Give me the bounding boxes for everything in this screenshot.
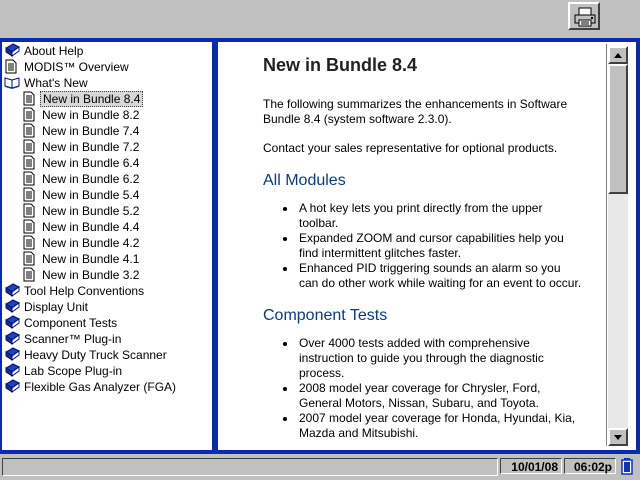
nav-item-new-in-bundle-5-2[interactable]	[22, 203, 141, 219]
book-icon	[4, 331, 22, 347]
nav-item-label: New in Bundle 4.4	[42, 220, 140, 234]
nav-item-about-help[interactable]	[4, 43, 85, 59]
scroll-up-button[interactable]	[608, 46, 628, 64]
nav-item-label: New in Bundle 5.2	[42, 204, 140, 218]
page-icon	[22, 107, 40, 123]
nav-item-scanner-plug-in[interactable]	[4, 331, 123, 347]
top-toolbar	[0, 0, 640, 38]
nav-item-label: New in Bundle 4.2	[42, 236, 140, 250]
nav-item-label: About Help	[24, 44, 84, 58]
contact-paragraph: Contact your sales representative for optional products.	[263, 141, 558, 155]
nav-item-label: Scanner™ Plug-in	[24, 332, 122, 346]
page-icon	[22, 235, 40, 251]
book-icon	[4, 315, 22, 331]
status-date: 10/01/08	[500, 458, 562, 474]
nav-item-label: New in Bundle 3.2	[42, 268, 140, 282]
book-icon	[4, 43, 22, 59]
bullet-list	[263, 336, 583, 441]
nav-item-label: Display Unit	[24, 300, 89, 314]
print-button[interactable]	[568, 2, 600, 30]
nav-item-new-in-bundle-6-2[interactable]	[22, 171, 141, 187]
nav-item-label: New in Bundle 7.2	[42, 140, 140, 154]
nav-item-label: New in Bundle 8.4	[40, 91, 143, 107]
nav-item-what-s-new[interactable]	[4, 75, 90, 91]
nav-item-lab-scope-plug-in[interactable]	[4, 363, 124, 379]
bullet-item: Over 4000 tests added with comprehensive instruction to guide you through the diagnostic process.	[263, 336, 583, 381]
nav-item-label: New in Bundle 8.2	[42, 108, 140, 122]
vertical-scrollbar[interactable]	[608, 46, 628, 446]
nav-item-display-unit[interactable]	[4, 299, 90, 315]
page-icon	[22, 251, 40, 267]
page-icon	[22, 123, 40, 139]
arrow-down-icon	[610, 430, 626, 444]
section-heading: All Modules	[263, 172, 346, 189]
nav-item-new-in-bundle-4-1[interactable]	[22, 251, 141, 267]
bullet-item: 2008 model year coverage for Chrysler, Ford, General Motors, Nissan, Subaru, and Toyota.	[263, 381, 583, 411]
nav-item-new-in-bundle-7-4[interactable]	[22, 123, 141, 139]
nav-item-modis-overview[interactable]	[4, 59, 131, 75]
bullet-item: Enhanced PID triggering sounds an alarm so you can do other work while waiting for an event to occur.	[263, 261, 583, 291]
printer-icon	[574, 7, 596, 27]
page-icon	[22, 219, 40, 235]
book-icon	[4, 347, 22, 363]
section-heading: Component Tests	[263, 307, 388, 324]
page-icon	[22, 267, 40, 283]
nav-item-new-in-bundle-8-4[interactable]	[22, 91, 143, 107]
nav-item-label: What's New	[24, 76, 88, 90]
nav-item-new-in-bundle-3-2[interactable]	[22, 267, 141, 283]
bullet-list	[263, 201, 583, 291]
status-message-area	[2, 458, 498, 476]
nav-item-label: Flexible Gas Analyzer (FGA)	[24, 380, 177, 394]
open-book-icon	[4, 75, 22, 91]
help-content-pane	[218, 42, 636, 450]
nav-item-label: MODIS™ Overview	[24, 60, 129, 74]
intro-paragraph: The following summarizes the enhancements in Software Bundle 8.4 (system software 2.3.0).	[263, 97, 568, 126]
page-icon	[4, 59, 22, 75]
scroll-down-button[interactable]	[608, 428, 628, 446]
scroll-thumb[interactable]	[608, 64, 628, 194]
nav-item-flexible-gas-analyzer-fga[interactable]	[4, 379, 178, 395]
book-icon	[4, 379, 22, 395]
nav-item-label: New in Bundle 5.4	[42, 188, 140, 202]
nav-item-new-in-bundle-7-2[interactable]	[22, 139, 141, 155]
battery-icon[interactable]	[620, 457, 634, 475]
scroll-track[interactable]	[608, 64, 628, 428]
nav-item-label: Component Tests	[24, 316, 118, 330]
nav-item-new-in-bundle-6-4[interactable]	[22, 155, 141, 171]
nav-item-new-in-bundle-4-2[interactable]	[22, 235, 141, 251]
nav-item-label: New in Bundle 6.4	[42, 156, 140, 170]
book-icon	[4, 283, 22, 299]
bullet-item: A hot key lets you print directly from the upper toolbar.	[263, 201, 583, 231]
nav-item-component-tests[interactable]	[4, 315, 119, 331]
nav-item-label: New in Bundle 4.1	[42, 252, 140, 266]
page-icon	[22, 187, 40, 203]
nav-item-label: Tool Help Conventions	[24, 284, 145, 298]
page-icon	[22, 139, 40, 155]
status-bar	[0, 454, 640, 480]
nav-item-label: New in Bundle 7.4	[42, 124, 140, 138]
nav-item-tool-help-conventions[interactable]	[4, 283, 146, 299]
page-icon	[22, 203, 40, 219]
status-time: 06:02p	[564, 458, 616, 474]
arrow-up-icon	[610, 48, 626, 62]
help-content-area	[222, 44, 607, 446]
nav-item-new-in-bundle-5-4[interactable]	[22, 187, 141, 203]
bullet-item: 2007 model year coverage for Honda, Hyundai, Kia, Mazda and Mitsubishi.	[263, 411, 583, 441]
book-icon	[4, 363, 22, 379]
page-icon	[22, 91, 40, 107]
bullet-item: Expanded ZOOM and cursor capabilities help you find intermittent glitches faster.	[263, 231, 583, 261]
nav-item-label: New in Bundle 6.2	[42, 172, 140, 186]
page-icon	[22, 155, 40, 171]
page-title: New in Bundle 8.4	[263, 55, 418, 75]
nav-item-heavy-duty-truck-scanner[interactable]	[4, 347, 169, 363]
page-icon	[22, 171, 40, 187]
nav-item-label: Heavy Duty Truck Scanner	[24, 348, 167, 362]
book-icon	[4, 299, 22, 315]
nav-item-new-in-bundle-4-4[interactable]	[22, 219, 141, 235]
nav-item-new-in-bundle-8-2[interactable]	[22, 107, 141, 123]
nav-item-label: Lab Scope Plug-in	[24, 364, 123, 378]
help-navigation-tree	[2, 42, 212, 450]
